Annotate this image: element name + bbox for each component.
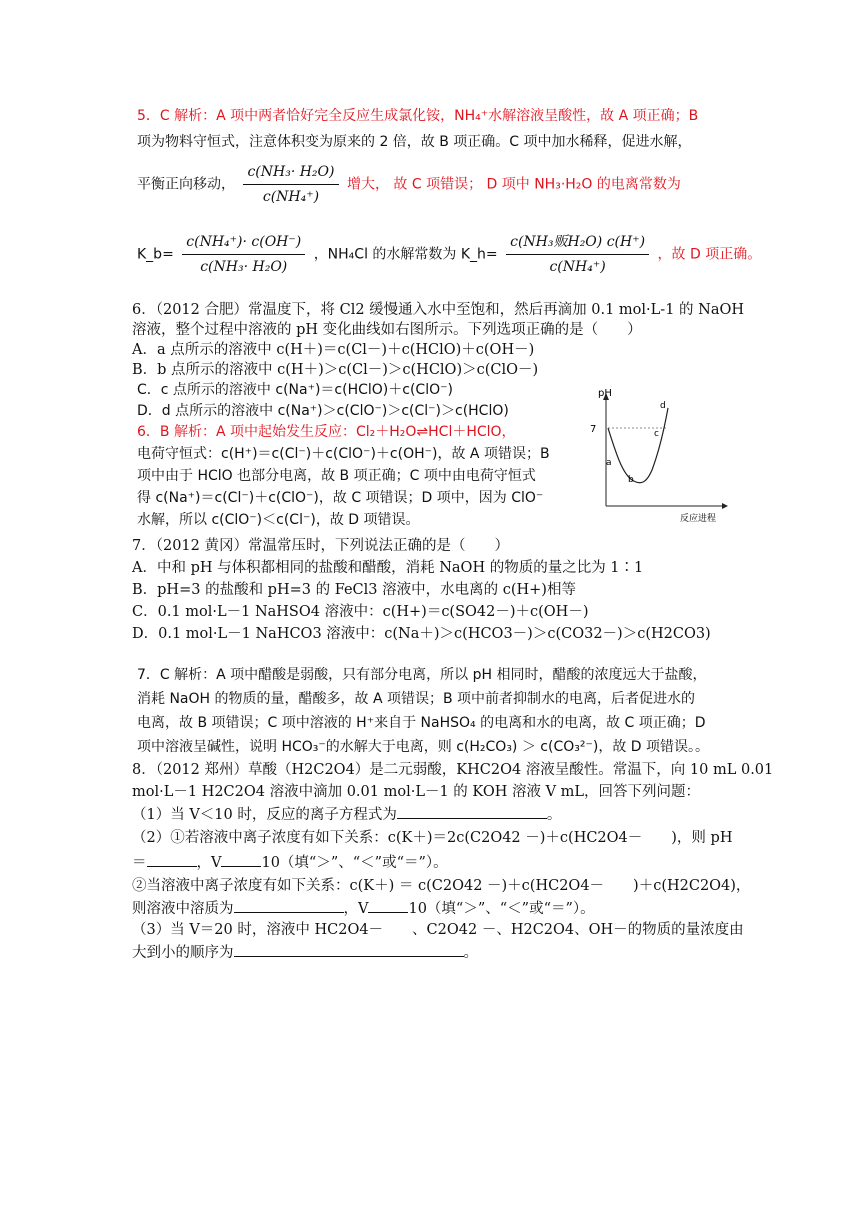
y-axis-label: pH (598, 388, 612, 399)
q6-option-a: A．a 点所示的溶液中 c(H＋)＝c(Cl－)＋c(HClO)＋c(OH－) (132, 342, 535, 358)
kh-label: ，NH₄Cl 的水解常数为 K_h= (313, 246, 498, 263)
q7-answer-line-2: 消耗 NaOH 的物质的量，醋酸多，故 A 项错误；B 项中前者抑制水的电离，后者促进水的 (137, 691, 696, 707)
answer-blank-solute[interactable] (234, 898, 344, 913)
q7-option-c: C．0.1 mol·L－1 NaHSO4 溶液中：c(H+)＝c(SO42－)＋c(OH－) (132, 604, 589, 620)
q8-part-1-text: （1）当 V＜10 时，反应的离子方程式为 (132, 807, 397, 823)
fraction-kh (506, 232, 649, 277)
q8-stem-line-2: mol·L－1 H2C2O4 溶液中滴加 0.01 mol·L－1 的 KOH 溶液 V mL，回答下列问题： (132, 784, 701, 800)
point-b-label: b (628, 475, 634, 485)
q6-answer-line-5: 水解，所以 c(ClO⁻)＜c(Cl⁻)，故 D 项错误。 (137, 512, 420, 528)
q5-answer-line-4 (137, 232, 761, 277)
q7-option-b: B．pH=3 的盐酸和 pH=3 的 FeCl3 溶液中，水电离的 c(H+)相等 (132, 582, 576, 598)
q6-stem-line-2: 溶液，整个过程中溶液的 pH 变化曲线如右图所示。下列选项正确的是（ ） (132, 322, 642, 338)
q6-answer-line-3: 项中由于 HClO 也部分电离，故 B 项正确；C 项中由电荷守恒式 (137, 468, 536, 484)
q8-solute-label: 则溶液中溶质为 (132, 901, 234, 917)
point-a-label: a (606, 458, 612, 468)
q7-answer-line-3: 电离，故 B 项错误；C 项中溶液的 H⁺来自于 NaHSO₄ 的电离和水的电离，故 C 项正确；D (137, 715, 706, 731)
fraction-numerator: c(NH₃贩H₂O) c(H⁺) (506, 232, 649, 255)
fraction-numerator: c(NH₃· H₂O) (243, 162, 338, 185)
q7-option-a: A．中和 pH 与体积都相同的盐酸和醋酸，消耗 NaOH 的物质的量之比为 1∶1 (132, 560, 644, 576)
ph-curve (608, 408, 668, 483)
point-d-label: d (660, 401, 666, 411)
x-axis-arrow (722, 503, 728, 509)
q8-fill-hint-2: 10（填“＞”、“＜”或“＝”）。 (408, 901, 595, 917)
answer-blank-ph[interactable] (147, 852, 197, 867)
q6-answer-line-1: 6．B 解析：A 项中起始发生反应：Cl₂＋H₂O⇌HCl＋HClO， (137, 424, 516, 440)
answer-blank-v-compare-2[interactable] (368, 898, 408, 913)
q5-answer-line-1: 5．C 解析：A 项中两者恰好完全反应生成氯化铵，NH₄⁺水解溶液呈酸性，故 A 项正确；B (137, 108, 699, 124)
fraction-kb (182, 232, 305, 277)
q6-option-d: D．d 点所示的溶液中 c(Na⁺)＞c(ClO⁻)＞c(Cl⁻)＞c(HClO) (137, 403, 509, 419)
q8-part-2-1-blanks (132, 852, 448, 873)
q6-option-b: B．b 点所示的溶液中 c(H＋)＞c(Cl－)＞c(HClO)＞c(ClO－) (132, 362, 539, 378)
fraction-nh3h2o-over-nh4 (243, 162, 338, 207)
ph7-tick-label: 7 (590, 424, 597, 435)
q5-conclusion: ，故 D 项正确。 (657, 246, 762, 263)
q7-stem: 7．（2012 黄冈）常温常压时，下列说法正确的是（ ） (132, 538, 509, 554)
q6-answer-line-4: 得 c(Na⁺)＝c(Cl⁻)＋c(ClO⁻)，故 C 项错误；D 项中，因为 ClO⁻ (137, 490, 544, 506)
answer-blank-order[interactable] (234, 942, 464, 957)
fraction-denominator: c(NH₃· H₂O) (200, 259, 288, 275)
q7-option-d: D．0.1 mol·L－1 NaHCO3 溶液中：c(Na＋)＞c(HCO3－)＞c(CO32－)＞c(H2CO3) (132, 626, 711, 642)
q8-ph-equals: ＝ (132, 855, 147, 871)
x-axis-label: 反应进程 (680, 514, 717, 524)
ph-curve-chart (590, 388, 732, 524)
answer-blank-ionic-equation[interactable] (397, 804, 547, 819)
kb-label: K_b= (137, 246, 174, 263)
q5-answer-line-3 (137, 162, 681, 207)
q6-option-c: C．c 点所示的溶液中 c(Na⁺)＝c(HClO)＋c(ClO⁻) (137, 382, 453, 398)
q8-fill-hint: 10（填“＞”、“＜”或“＝”）。 (261, 855, 448, 871)
q5-line3-prefix: 平衡正向移动， (137, 176, 235, 193)
q5-line3-suffix: 增大， 故 C 项错误； D 项中 NH₃·H₂O 的电离常数为 (346, 176, 681, 193)
q8-part-2-2: ②当溶液中离子浓度有如下关系：c(K＋) ＝ c(C2O42 －)＋c(HC2O4－ )＋c(H2C2O4)， (132, 878, 751, 894)
q8-part-1: （1）当 V＜10 时，反应的离子方程式为 。 (132, 804, 561, 825)
fraction-numerator: c(NH₄⁺)· c(OH⁻) (182, 232, 305, 255)
q8-part-3: （3）当 V＝20 时，溶液中 HC2O4－ 、C2O42 －、H2C2O4、OH－的物质的量浓度由 (132, 922, 744, 938)
answer-blank-v-compare[interactable] (221, 852, 261, 867)
q5-answer-line-2: 项为物料守恒式，注意体积变为原来的 2 倍，故 B 项正确。C 项中加水稀释，促进水解， (137, 134, 692, 150)
fraction-denominator: c(NH₄⁺) (262, 189, 320, 205)
q7-answer-line-1: 7．C 解析：A 项中醋酸是弱酸，只有部分电离，所以 pH 相同时，醋酸的浓度远大于盐酸， (137, 667, 707, 683)
q8-part-3-blank: 大到小的顺序为 。 (132, 942, 478, 963)
q8-order-label: 大到小的顺序为 (132, 945, 234, 961)
q8-v-label: ，V (196, 855, 222, 871)
fraction-denominator: c(NH₄⁺) (549, 259, 606, 275)
q8-v-label-2: ，V (343, 901, 369, 917)
q7-answer-line-4: 项中溶液呈碱性，说明 HCO₃⁻的水解大于电离，则 c(H₂CO₃) ＞ c(CO₃²⁻)，故 D 项错误。。 (137, 739, 710, 755)
q6-answer-line-2: 电荷守恒式：c(H⁺)＝c(Cl⁻)＋c(ClO⁻)＋c(OH⁻)，故 A 项错误；B (137, 446, 550, 462)
q6-stem-line-1: 6．（2012 合肥）常温度下，将 Cl2 缓慢通入水中至饱和，然后再滴加 0.1 mol·L-1 的 NaOH (132, 302, 744, 318)
q8-stem-line-1: 8．（2012 郑州）草酸（H2C2O4）是二元弱酸，KHC2O4 溶液呈酸性。常温下，向 10 mL 0.01 (132, 762, 774, 778)
q8-part-2-2-blanks (132, 898, 595, 919)
q8-part-2-1: （2）①若溶液中离子浓度有如下关系：c(K＋)＝2c(C2O42 －)＋c(HC2O4－ )，则 pH (132, 830, 733, 846)
point-c-label: c (654, 429, 659, 439)
